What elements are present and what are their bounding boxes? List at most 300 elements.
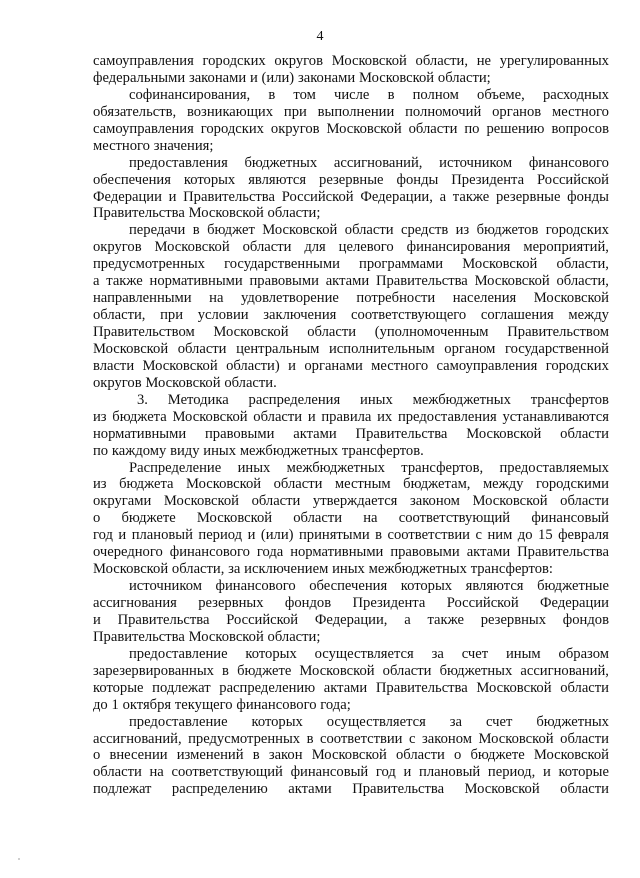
word: предусмотренных [93, 256, 205, 273]
word: подлежат [93, 781, 152, 798]
word: соответствующего [351, 307, 467, 324]
word: области, [556, 273, 609, 290]
word: области [293, 510, 343, 527]
document-body [93, 53, 609, 798]
word: Правительства [375, 679, 468, 696]
word: местного [552, 103, 609, 120]
word: области [307, 324, 357, 340]
word: нормативными [290, 544, 384, 561]
word: Московской [464, 781, 540, 798]
word: финансовый [531, 510, 609, 527]
word: финансовый [290, 764, 369, 781]
word: 1 [111, 696, 119, 713]
word: внесении [109, 747, 168, 764]
word: заключения [263, 307, 337, 324]
word: также [106, 273, 143, 290]
word: до [517, 527, 533, 544]
word: условии [197, 307, 249, 324]
word: правила [321, 408, 372, 425]
word: Московской [476, 679, 552, 696]
word: трансфертов. [341, 442, 424, 459]
word: актами [293, 425, 337, 442]
word: Российской [281, 188, 354, 205]
text-line [93, 87, 609, 104]
word: и [542, 764, 551, 781]
word: из [455, 222, 470, 239]
word: резервных [198, 595, 264, 611]
word: Правительством [507, 324, 609, 340]
word: а [93, 273, 100, 290]
word: Федерации [540, 595, 609, 611]
word: Московской [213, 324, 289, 340]
word: Московской [93, 561, 169, 578]
word: Российской [446, 595, 519, 611]
word: предоставляемых [499, 459, 609, 476]
word: из [93, 408, 107, 425]
word: осуществляется [314, 645, 414, 662]
word: объеме, [477, 86, 525, 103]
word: урегулированных [499, 53, 609, 69]
word: октября [122, 696, 172, 713]
word: обеспечения [309, 578, 388, 595]
word: Правительства [517, 544, 609, 561]
word: бюджетов [476, 222, 539, 239]
word: городских [200, 120, 264, 137]
word: с [475, 527, 482, 544]
word: Московской [466, 425, 542, 442]
word: области, [171, 561, 225, 578]
word: иных [203, 442, 237, 459]
text-line [93, 70, 609, 87]
word: год [375, 764, 396, 781]
word: органом [444, 340, 496, 357]
word: между [482, 476, 524, 493]
word: значения; [153, 137, 214, 154]
word: бюджета [112, 408, 167, 425]
word: области; [267, 205, 321, 222]
word: в [192, 222, 200, 239]
word: городских [202, 53, 266, 69]
word: 3. [137, 391, 148, 408]
word: ним [487, 527, 513, 544]
word: Московской [185, 476, 262, 493]
text-line [93, 273, 609, 290]
word: и [403, 764, 412, 781]
word: в [252, 747, 260, 764]
word: правовыми [204, 425, 275, 442]
text-line [93, 375, 609, 392]
word: области [396, 747, 445, 764]
text-line [93, 680, 609, 697]
word: области, [93, 307, 146, 324]
word: Московской [326, 120, 402, 137]
word: ассигнований, [93, 730, 182, 747]
word: трансфертов [530, 391, 609, 408]
text-line [93, 358, 609, 375]
word: (или) [260, 527, 294, 544]
word: принятыми [298, 527, 370, 544]
word: нормативными [93, 425, 187, 442]
word: обязательств, [93, 103, 177, 120]
word: Федерации, [314, 611, 388, 628]
word: Правительства [375, 273, 468, 290]
text-line [93, 527, 609, 544]
word: области [560, 679, 609, 696]
word: на [209, 290, 224, 307]
word: Московской [311, 747, 387, 764]
word: трансфертов, [401, 459, 484, 476]
text-line [93, 595, 609, 612]
word: изменений [176, 747, 244, 764]
word: Московской [93, 340, 169, 357]
word: Московской [474, 273, 550, 290]
word: которые [93, 679, 144, 696]
word: вопросов [551, 120, 609, 137]
word: Московской [299, 662, 375, 679]
word: Федерации [93, 188, 162, 205]
word: года; [320, 696, 351, 713]
word: иных [360, 391, 393, 408]
word: распределению [219, 679, 316, 696]
word: Правительства [183, 188, 275, 205]
word: местного [371, 357, 429, 374]
word: 15 [538, 527, 553, 544]
text-line [93, 697, 609, 714]
word: соглашения [480, 307, 554, 324]
text-line [93, 646, 609, 663]
word: которые [558, 764, 609, 781]
word: законами [297, 69, 356, 86]
word: (или) [261, 69, 295, 86]
word: и [249, 69, 258, 86]
word: образом [558, 645, 609, 662]
word: бюджетных [536, 713, 609, 730]
text-line [93, 747, 609, 764]
word: федеральными [93, 69, 186, 86]
word: Московской [196, 510, 273, 527]
text-line [93, 460, 609, 477]
word: предоставление [129, 713, 228, 730]
word: на [149, 764, 164, 781]
word: ассигнования [93, 595, 177, 611]
text-line [93, 510, 609, 527]
word: области [242, 239, 292, 256]
word: которых [183, 171, 236, 188]
word: по [464, 120, 480, 137]
text-line [93, 714, 609, 731]
text-line [93, 172, 609, 189]
word: области. [224, 374, 277, 391]
word: Правительством [93, 324, 195, 340]
word: с [409, 730, 416, 747]
word: предоставления [397, 408, 497, 425]
word: округами [93, 493, 152, 510]
word: местного [93, 137, 150, 154]
word: актами [466, 544, 511, 561]
word: бюджет [207, 222, 255, 239]
word: за [449, 713, 463, 730]
word: плановый [419, 764, 481, 781]
word: Московской [478, 730, 554, 747]
word: округов [93, 239, 142, 256]
word: области) [226, 357, 280, 374]
word: и [93, 611, 101, 628]
text-line [93, 155, 609, 172]
word: финансового [215, 578, 296, 595]
word: области [408, 120, 458, 137]
word: из [93, 476, 107, 493]
word: округов [274, 53, 323, 69]
text-line [93, 53, 609, 70]
word: исполнительным [328, 340, 435, 357]
word: год [93, 527, 113, 544]
word: зарезервированных [93, 662, 214, 679]
word: бюджетных [244, 154, 318, 171]
word: межбюджетных [239, 442, 339, 459]
word: распределению [171, 781, 268, 798]
word: Московской [172, 408, 248, 425]
text-line [93, 764, 609, 781]
word: области [560, 493, 609, 510]
word: виду [170, 442, 200, 459]
word: Московской [188, 628, 264, 645]
text-line [93, 138, 609, 155]
word: полном [412, 86, 459, 103]
word: центральным [236, 340, 320, 357]
word: Московской [331, 53, 407, 69]
word: округов [270, 120, 320, 137]
text-line [93, 544, 609, 561]
word: финансового [169, 544, 250, 561]
word: самоуправления [436, 357, 538, 374]
word: бюджете [121, 510, 176, 527]
word: также [452, 188, 490, 205]
word: Правительства [93, 205, 185, 222]
text-line [93, 104, 609, 121]
word: Правительства [93, 628, 185, 645]
word: которых [245, 645, 297, 662]
word: Методика [167, 391, 229, 408]
word: удовлетворение [240, 290, 339, 307]
word: также [427, 611, 464, 628]
word: правовыми [390, 544, 460, 561]
word: органами [304, 357, 363, 374]
word: межбюджетных [412, 391, 511, 408]
word: предоставление [129, 645, 228, 662]
word: осуществляется [326, 713, 426, 730]
word: исключением [244, 561, 329, 578]
word: по [93, 442, 109, 459]
word: Президента [352, 595, 426, 611]
word: направленными [93, 290, 192, 307]
word: счет [461, 645, 489, 662]
word: программами [359, 256, 444, 273]
word: области; [437, 69, 491, 86]
word: резервных [480, 611, 547, 628]
word: финансового [236, 696, 317, 713]
word: Московской [163, 493, 239, 510]
word: счет [485, 713, 513, 730]
text-line [93, 324, 609, 341]
word: и [307, 408, 316, 425]
word: не [476, 53, 491, 69]
word: городских [545, 222, 609, 239]
word: на [363, 510, 378, 527]
word: законами [188, 69, 247, 86]
text-line [93, 256, 609, 273]
text-line [93, 426, 609, 443]
word: Российской [537, 171, 609, 188]
word: февраля [558, 527, 609, 544]
word: о [93, 747, 101, 764]
word: при [160, 307, 184, 324]
word: бюджете [470, 747, 525, 764]
word: в [306, 730, 314, 747]
text-line [93, 392, 609, 409]
word: ассигнований, [520, 662, 609, 679]
word: а [439, 188, 447, 205]
word: Московской [358, 69, 435, 86]
word: нормативными [149, 273, 243, 290]
word: области [273, 476, 323, 493]
word: источником [439, 154, 513, 171]
word: Московской [533, 747, 609, 764]
word: целевого [338, 239, 394, 256]
word: области; [267, 628, 321, 645]
word: фондов [284, 595, 332, 611]
word: правовыми [249, 273, 319, 290]
word: мероприятий, [523, 239, 609, 256]
word: городскими [535, 476, 609, 493]
word: которых [251, 713, 303, 730]
word: потребности [356, 290, 436, 307]
page-number: 4 [316, 29, 324, 44]
word: а [404, 611, 411, 628]
word: числе [334, 86, 370, 103]
word: области [344, 222, 394, 239]
word: предусмотренных [188, 730, 301, 747]
text-line [93, 443, 609, 460]
word: года [256, 544, 284, 561]
word: в [268, 86, 276, 103]
word: ассигнований, [333, 154, 423, 171]
word: власти [93, 357, 135, 374]
word: области [382, 662, 432, 679]
word: области [251, 493, 301, 510]
text-line [93, 121, 609, 138]
text-line [93, 307, 609, 324]
text-line [93, 239, 609, 256]
word: в [375, 527, 383, 544]
word: полномочий [405, 103, 482, 120]
word: бюджете [237, 662, 292, 679]
word: период [198, 527, 243, 544]
word: их [377, 408, 393, 425]
word: населения [452, 290, 517, 307]
word: области [253, 408, 303, 425]
word: период, [487, 764, 536, 781]
word: расходных [542, 86, 609, 103]
word: распределения [248, 391, 341, 408]
word: в [387, 86, 395, 103]
word: в [222, 662, 229, 679]
word: Федерации, [360, 188, 433, 205]
word: межбюджетных [368, 561, 467, 578]
word: соответствии [320, 730, 403, 747]
word: актами [288, 781, 332, 798]
word: округов [93, 374, 142, 391]
text-line [93, 290, 609, 307]
word: источником [129, 578, 202, 595]
word: о [453, 747, 462, 764]
word: иным [506, 645, 541, 662]
word: Российской [226, 611, 299, 628]
word: бюджета [119, 476, 174, 493]
text-line [93, 409, 609, 426]
text-line [93, 629, 609, 646]
word: для [304, 239, 326, 256]
word: закон [268, 747, 303, 764]
word: бюджетных [439, 662, 513, 679]
word: резервные [319, 171, 384, 188]
word: и [247, 527, 256, 544]
word: Распределение [129, 459, 222, 476]
word: области [560, 781, 609, 798]
word: которых [400, 578, 453, 595]
word: трансфертов: [470, 561, 553, 578]
word: за [228, 561, 241, 578]
word: за [431, 645, 444, 662]
word: между [568, 307, 609, 324]
word: городских [545, 357, 609, 374]
text-line [93, 561, 609, 578]
word: являются [248, 171, 307, 188]
word: самоуправления [93, 53, 194, 69]
word: при [283, 103, 307, 120]
word: органов [492, 103, 542, 120]
word: средств [400, 222, 449, 239]
scan-mark [18, 858, 20, 860]
word: области, [415, 53, 468, 69]
word: и [288, 357, 296, 374]
word: местным [334, 476, 391, 493]
text-line [93, 493, 609, 510]
word: предоставления [129, 154, 228, 171]
text-line [93, 205, 609, 222]
word: обеспечения [93, 171, 171, 188]
text-line [93, 476, 609, 493]
text-line [93, 781, 609, 798]
word: Московской [145, 374, 221, 391]
word: финансового [528, 154, 609, 171]
text-line [93, 578, 609, 595]
word: Московской [154, 239, 230, 256]
word: Правительства [117, 611, 210, 628]
word: соответствии [387, 527, 470, 544]
word: фондов [562, 611, 609, 628]
text-line [93, 222, 609, 239]
word: плановый [131, 527, 193, 544]
word: законом [409, 493, 460, 510]
text-line [93, 189, 609, 206]
word: Московской [533, 290, 609, 307]
word: законом [422, 730, 472, 747]
word: Президента [451, 171, 525, 188]
word: области [93, 764, 142, 781]
word: фонды [396, 171, 439, 188]
word: утверждается [312, 493, 398, 510]
word: актами [323, 679, 368, 696]
